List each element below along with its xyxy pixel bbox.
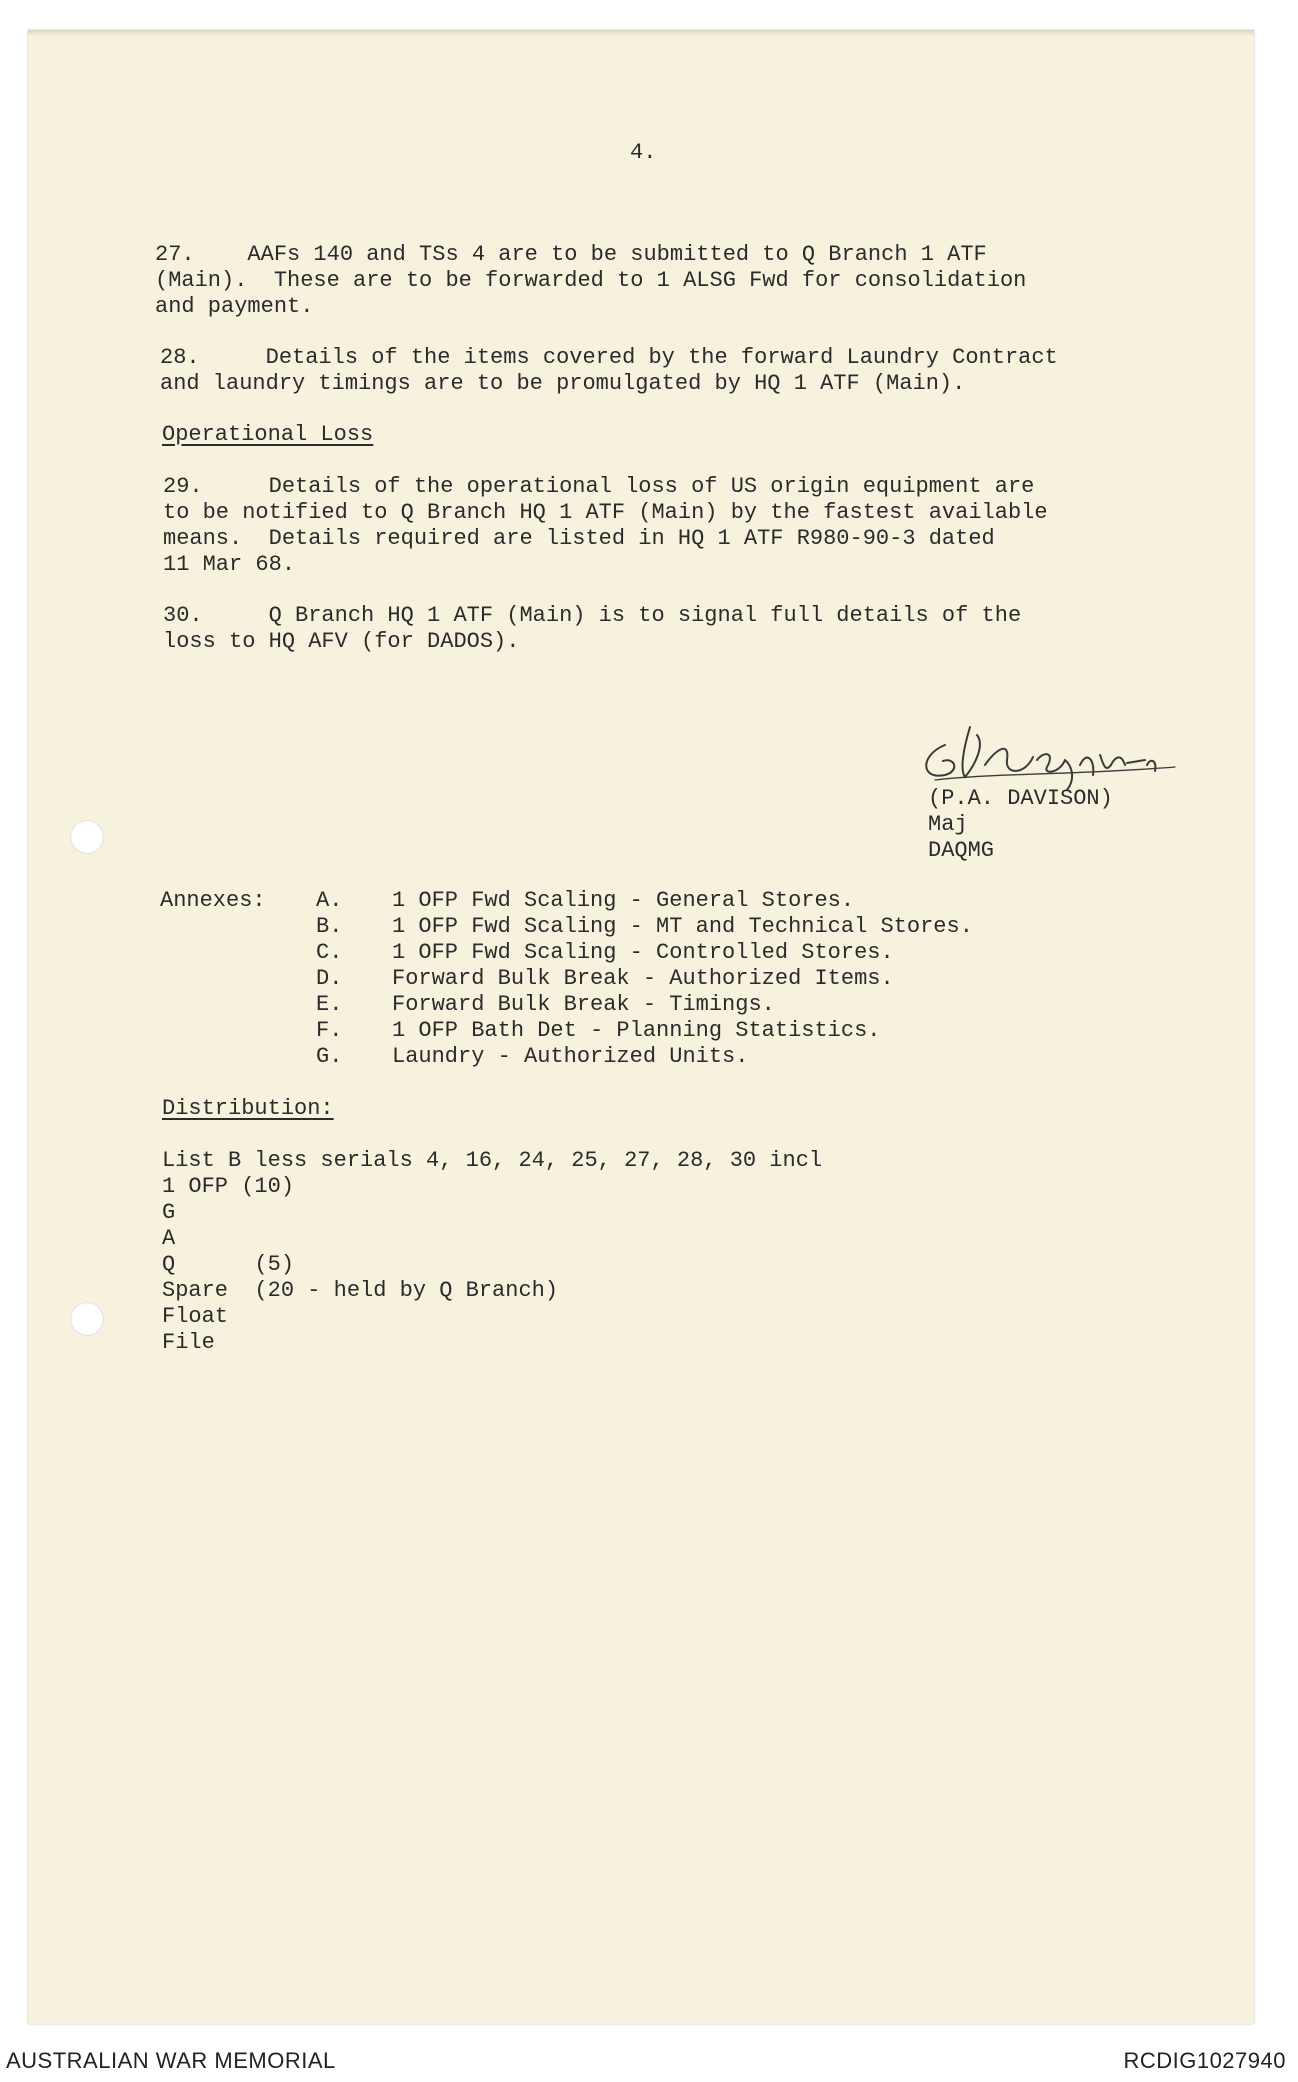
- sheet-top-edge: [28, 30, 1254, 36]
- handwritten-signature: [915, 705, 1215, 795]
- annex-text-g: Laundry - Authorized Units.: [392, 1044, 749, 1069]
- heading-operational-loss: Operational Loss: [162, 422, 374, 447]
- para-29-line-1: 29. Details of the operational loss of US origin equipment are: [163, 474, 1035, 499]
- para-28-line-1: 28. Details of the items covered by the forward Laundry Contract: [160, 345, 1058, 370]
- distribution-line-1: List B less serials 4, 16, 24, 25, 27, 28, 30 incl: [162, 1148, 823, 1173]
- page-number: 4.: [630, 140, 657, 165]
- footer-source: AUSTRALIAN WAR MEMORIAL: [6, 2048, 336, 2073]
- distribution-line-8: File: [162, 1330, 215, 1355]
- para-30-line-1: 30. Q Branch HQ 1 ATF (Main) is to signal full details of the: [163, 603, 1022, 628]
- annex-text-f: 1 OFP Bath Det - Planning Statistics.: [392, 1018, 881, 1043]
- annex-text-c: 1 OFP Fwd Scaling - Controlled Stores.: [392, 940, 894, 965]
- annex-letter-a: A.: [316, 888, 343, 913]
- para-27-line-2: (Main). These are to be forwarded to 1 ALSG Fwd for consolidation: [155, 268, 1027, 293]
- para-29-line-3: means. Details required are listed in HQ 1 ATF R980-90-3 dated: [163, 526, 995, 551]
- distribution-line-2: 1 OFP (10): [162, 1174, 295, 1199]
- signatory-rank: Maj: [928, 812, 968, 837]
- distribution-line-4: A: [162, 1226, 176, 1251]
- annex-letter-e: E.: [316, 992, 343, 1017]
- distribution-line-3: G: [162, 1200, 176, 1225]
- footer-id: RCDIG1027940: [1123, 2048, 1286, 2073]
- para-27-line-3: and payment.: [155, 294, 314, 319]
- para-29-line-2: to be notified to Q Branch HQ 1 ATF (Main) by the fastest available: [163, 500, 1048, 525]
- para-30-line-2: loss to HQ AFV (for DADOS).: [163, 629, 520, 654]
- punch-hole-bottom: [70, 1302, 104, 1336]
- annex-text-e: Forward Bulk Break - Timings.: [392, 992, 775, 1017]
- signatory-appointment: DAQMG: [928, 838, 995, 863]
- distribution-heading: Distribution:: [162, 1096, 334, 1121]
- para-29-line-4: 11 Mar 68.: [163, 552, 296, 577]
- punch-hole-top: [70, 820, 104, 854]
- distribution-line-6: Spare (20 - held by Q Branch): [162, 1278, 559, 1303]
- annex-letter-c: C.: [316, 940, 343, 965]
- annex-text-d: Forward Bulk Break - Authorized Items.: [392, 966, 894, 991]
- annex-text-b: 1 OFP Fwd Scaling - MT and Technical Stores.: [392, 914, 973, 939]
- para-28-line-2: and laundry timings are to be promulgated by HQ 1 ATF (Main).: [160, 371, 966, 396]
- annex-letter-d: D.: [316, 966, 343, 991]
- distribution-line-5: Q (5): [162, 1252, 295, 1277]
- annex-text-a: 1 OFP Fwd Scaling - General Stores.: [392, 888, 855, 913]
- annexes-label: Annexes:: [160, 888, 266, 913]
- distribution-line-7: Float: [162, 1304, 229, 1329]
- annex-letter-g: G.: [316, 1044, 343, 1069]
- annex-letter-f: F.: [316, 1018, 343, 1043]
- para-27-line-1: 27. AAFs 140 and TSs 4 are to be submitted to Q Branch 1 ATF: [155, 242, 987, 267]
- signatory-name: (P.A. DAVISON): [928, 786, 1113, 811]
- annex-letter-b: B.: [316, 914, 343, 939]
